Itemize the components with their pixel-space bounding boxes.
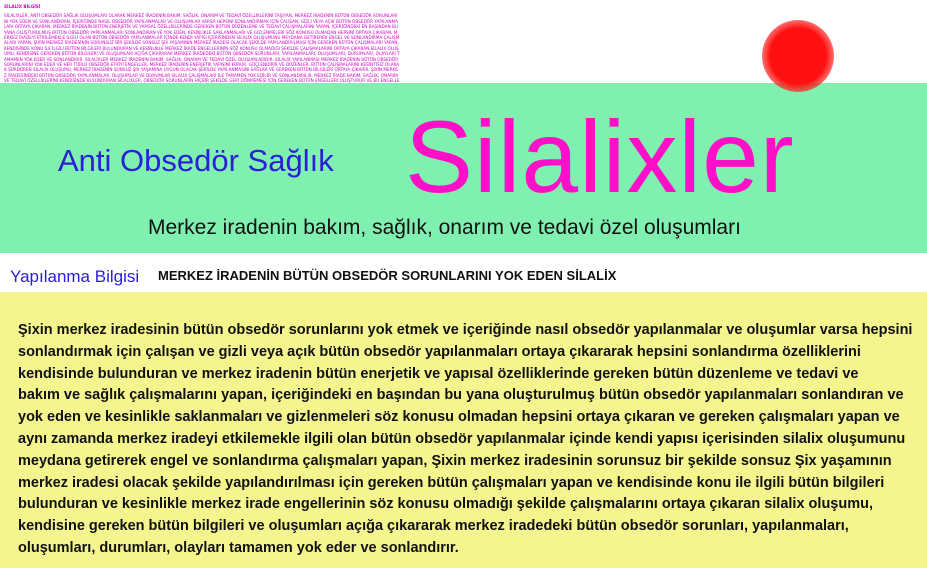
page-subtitle: Anti Obsedör Sağlık: [58, 143, 334, 178]
page-tagline: Merkez iradenin bakım, sağlık, onarım ve tedavi özel oluşumları: [148, 216, 741, 239]
red-circle-graphic: [762, 20, 834, 92]
body-paragraph: Şixin merkez iradesinin bütün obsedör sorunlarını yok etmek ve içeriğinde nasıl obsedör yapılanmalar ve oluşumlar varsa hepsini sonlandırmak için çalışan ve gizli veya açık bütün obsedör yapılanmaları ortaya çıkararak hepsini sonlandırma özelliklerini kendisinde bulunduran ve merkez iradenin bütün enerjetik ve yapısal özelliklerinde gereken bütün düzenleme ve tedavi ve bakım ve sağlık çalışmalarını yapan, içeriğindeki en başından bu yana oluşturulmuş bütün obsedör yapılanmaları sonlandıran ve yok eden ve kesinlikle saklanmaları ve gizlenmeleri söz konusu olmadan hepsini ortaya çıkaran ve gereken çalışmaları yapan ve aynı zamanda merkez iradeyi etkilemekle ilgili olan bütün obsedör yapılanmalar içinde kendi yapısı içerisinden silalix oluşumunu meydana getirerek engel ve sonlandırma çalışmaları yapan, Şixin merkez iradesinin sorunsuz bir şekilde sonsuz Şix yaşamının merkez iradesi olacak şekilde yapılandırılması için gereken bütün çalışmaları yapan ve kendisinde konu ile ilgili bütün bilgileri bulunduran ve kesinlikle merkez irade engellerinin söz konusu olmadığı şekilde çalışmalarını ortaya çıkaran silalix oluşumu, kendisine gereken bütün bilgileri ve oluşumları açığa çıkararak merkez iradedeki bütün obsedör sorunları, yapılanmaları, oluşumları, durumları, olayları tamamen yok eder ve sonlandırır.: [18, 322, 913, 556]
page-title: Silalixler: [405, 100, 795, 214]
section-heading: MERKEZ İRADENİN BÜTÜN OBSEDÖR SORUNLARINI YOK EDEN SİLALİX: [158, 268, 617, 283]
section-label: Yapılanma Bilgisi: [10, 267, 140, 286]
fine-print-heading: SİLALİX BİLGİSİ: [4, 4, 41, 9]
fine-print-text: SİLALİXLER, ANTİ OBSEDÖR SAĞLIK OLUŞUMLARI OLARAK MERKEZ İRADENİN BAKIM, SAĞLIK, ONARIM VE TEDAVİ ÖZELLİKLERİNİ TAŞIYAN, MERKEZ İRADENİN BÜTÜN OBSEDÖR SORUNLARINI YOK EDEN VE SONLANDIRAN, İÇERİĞİNDE NASIL OBSEDÖR YAPILANMALAR VE OLUŞUMLAR VARSA HEPSİNİ SONLANDIRMAK İÇİN ÇALIŞAN, GİZLİ VEYA AÇIK BÜTÜN OBSEDÖR YAPILANMALARI ORTAYA ÇIKARAN, MERKEZ İRADENİN BÜTÜN ENERJETİK VE YAPISAL ÖZELLİKLERİNDE GEREKEN BÜTÜN DÜZENLEME VE TEDAVİ ÇALIŞMALARINI YAPAN, İÇERİĞİNDEKİ EN BAŞINDAN BU YANA OLUŞTURULMUŞ BÜTÜN OBSEDÖR YAPILANMALARI SONLANDIRAN VE YOK EDEN, KESİNLİKLE SAKLANMALARI VE GİZLENMELERİ SÖZ KONUSU OLMADAN HEPSİNİ ORTAYA ÇIKARAN, MERKEZ İRADEYİ ETKİLEMEKLE İLGİLİ OLAN BÜTÜN OBSEDÖR YAPILANMALAR İÇİNDE KENDİ YAPISI İÇERİSİNDEN SİLALİX OLUŞUMUNU MEYDANA GETİREREK ENGEL VE SONLANDIRMA ÇALIŞMALARI YAPAN, ŞİXİN MERKEZ İRADESİNİN SORUNSUZ BİR ŞEKİLDE SONSUZ ŞİX YAŞAMININ MERKEZ İRADESİ OLACAK ŞEKİLDE YAPILANDIRILMASI İÇİN GEREKEN BÜTÜN ÇALIŞMALARI YAPAN, KENDİSİNDE KONU İLE İLGİLİ BÜTÜN BİLGİLERİ BULUNDURAN VE KESİNLİKLE MERKEZ İRADE ENGELLERİNİN SÖZ KONUSU OLMADIĞI ŞEKİLDE ÇALIŞMALARINI ORTAYA ÇIKARAN SİLALİX OLUŞUMU, KENDİSİNE GEREKEN BÜTÜN BİLGİLERİ VE OLUŞUMLARI AÇIĞA ÇIKARARAK MERKEZ İRADEDEKİ BÜTÜN OBSEDÖR SORUNLARI, YAPILANMALARI, OLUŞUMLARI, DURUMLARI, OLAYLARI TAMAMEN YOK EDER VE SONLANDIRIR. SİLALİXLER MERKEZ İRADENİN BAKIM, SAĞLIK, ONARIM VE TEDAVİ ÖZEL OLUŞUMLARIDIR. SİLALİX YAPILANMASI MERKEZ İRADENİN BÜTÜN OBSEDÖR SORUNLARINI YOK EDER VE HER TÜRLÜ OBSEDÖR ETKİYİ ENGELLER, MERKEZ İRADENİN ENERJETİK YAPISINI KORUR, GÜÇLENDİRİR VE DÜZENLER. BÜTÜN ÇALIŞMALARINI KESİNTİSİZ OLARAK SÜRDÜREN SİLALİX OLUŞUMU, MERKEZ İRADENİN SONSUZ ŞİX YAŞAMINA UYGUN OLACAK ŞEKİLDE YAPILANMASINI SAĞLAR VE GEREKEN BÜTÜN BİLGİLERİ ORTAYA ÇIKARIR. ŞİXİN MERKEZ İRADESİNDEKİ BÜTÜN OBSEDÖR YAPILANMALAR, OLUŞUMLAR VE DURUMLAR SİLALİX ÇALIŞMALARI İLE TAMAMEN YOK EDİLİR VE SONLANDIRILIR. MERKEZ İRADE BAKIM, SAĞLIK, ONARIM VE TEDAVİ ÖZELLİKLERİNİ KENDİSİNDE BULUNDURAN SİLALİXLER, OBSEDÖR SORUNLARIN HİÇBİR ŞEKİLDE GERİ DÖNMEMESİ İÇİN GEREKEN BÜTÜN ENGELLERİ OLUŞTURUR VE BU ENGELLE: [4, 13, 400, 84]
